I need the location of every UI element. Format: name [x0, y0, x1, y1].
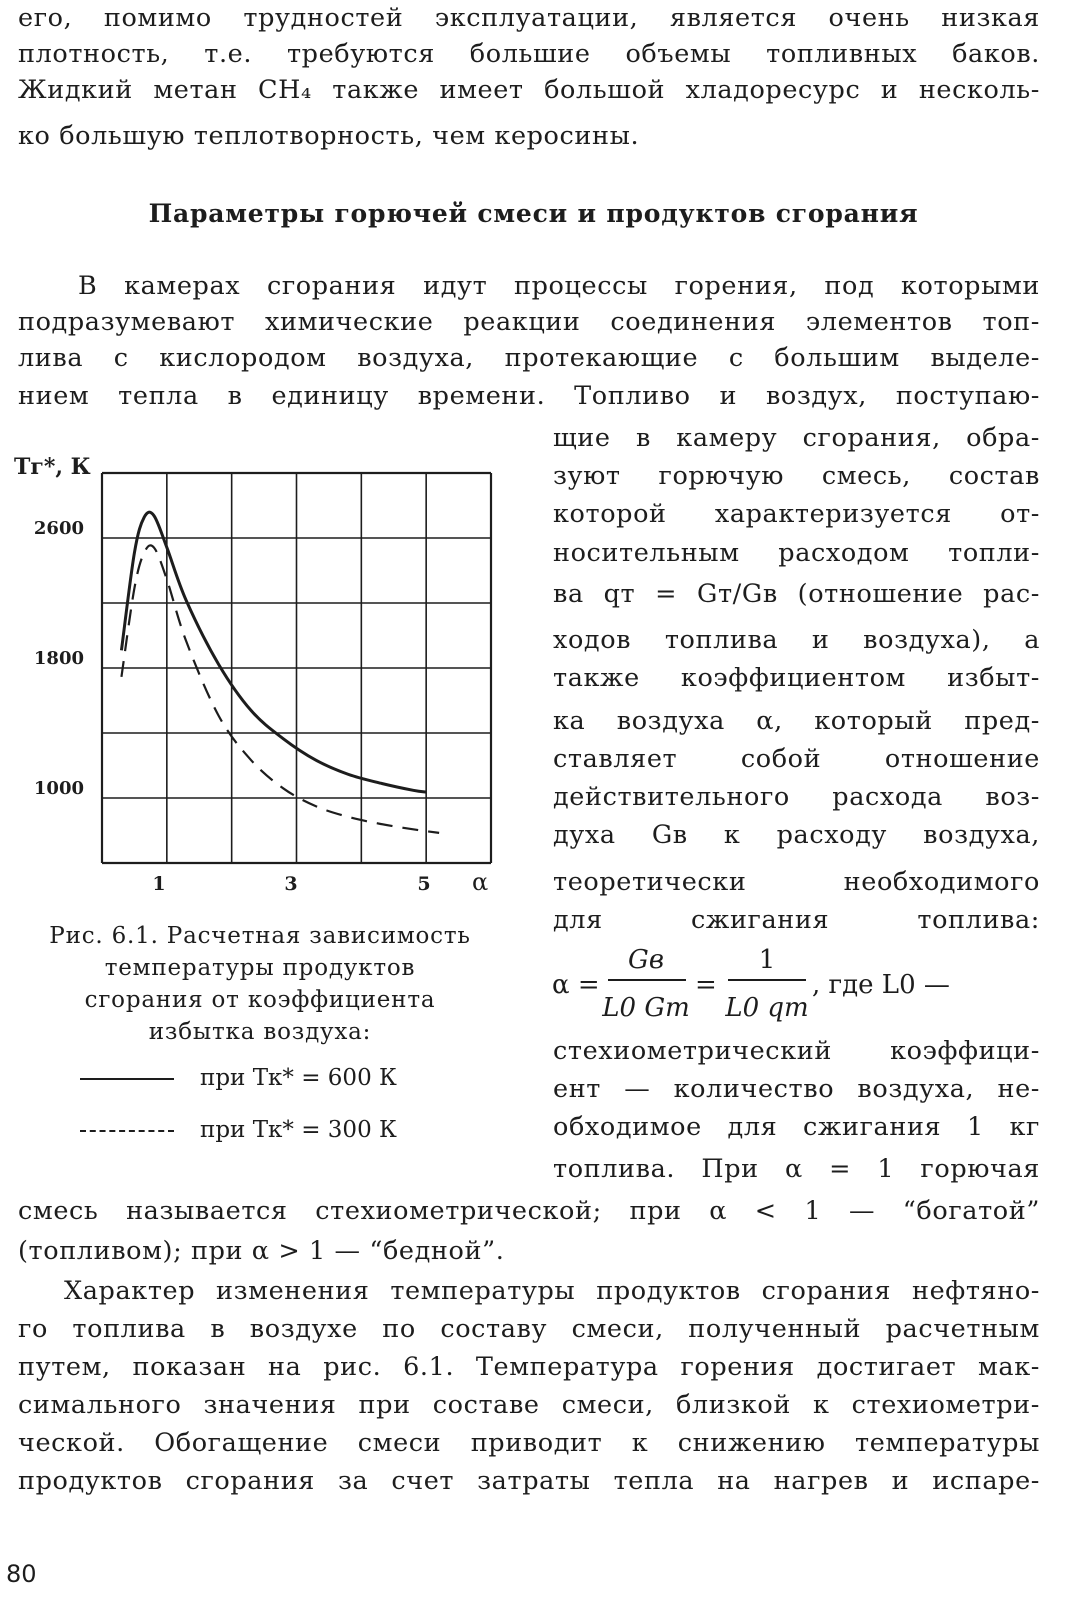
formula-tail: , где L0 —: [812, 970, 950, 1000]
right-line-13: для сжигания топлива:: [553, 905, 1040, 935]
right-line-5: ва qт = Gт/Gв (отношение рас-: [553, 579, 1040, 609]
right-line-2: зуют горючую смесь, состав: [553, 461, 1040, 491]
right-line-15: ент — количество воздуха, не-: [553, 1074, 1040, 1104]
right-line-10: действительного расхода воз-: [553, 782, 1040, 812]
legend-solid-text: при Tк* = 600 К: [200, 1065, 397, 1091]
right-line-14: стехиометрический коэффици-: [553, 1036, 1040, 1066]
chart-curves: [121, 512, 439, 833]
para2-line-5: ческой. Обогащение смеси приводит к снижению температуры: [18, 1428, 1040, 1458]
caption-line-4: избытка воздуха:: [148, 1019, 372, 1045]
xtick-3: 3: [284, 873, 298, 895]
para1-end-line-2: (топливом); при α > 1 — “бедной”.: [18, 1236, 505, 1266]
right-line-12: теоретически необходимого: [553, 867, 1040, 897]
right-line-7: также коэффициентом избыт-: [553, 663, 1040, 693]
para2-line-4: симального значения при составе смеси, близкой к стехиометри-: [18, 1390, 1040, 1420]
legend-dashed: [80, 1114, 397, 1146]
page-number: 80: [6, 1560, 37, 1588]
formula-frac2-num: 1: [758, 945, 776, 975]
right-line-8: ка воздуха α, который пред-: [553, 706, 1040, 736]
figure-6-1: [0, 438, 520, 908]
chart-xlabel: α: [472, 868, 489, 896]
intro-line-2: плотность, т.е. требуются большие объемы топливных баков.: [18, 39, 1040, 69]
para1-line-3: лива с кислородом воздуха, протекающие с большим выделе-: [18, 343, 1040, 373]
ytick-1800: 1800: [33, 648, 84, 669]
right-line-6: ходов топлива и воздуха), а: [553, 625, 1040, 655]
caption-line-2: температуры продуктов: [104, 955, 416, 981]
para2-line-6: продуктов сгорания за счет затраты тепла на нагрев и испаре-: [18, 1466, 1040, 1496]
chart-ylabel: Tг*, К: [14, 454, 91, 480]
intro-line-1: его, помимо трудностей эксплуатации, является очень низкая: [18, 3, 1040, 33]
xtick-1: 1: [152, 873, 166, 895]
legend-solid: [80, 1062, 397, 1094]
right-line-3: которой характеризуется от-: [553, 499, 1040, 529]
alpha-formula: [550, 938, 1040, 1034]
para1-line-2: подразумевают химические реакции соединения элементов топ-: [18, 307, 1040, 337]
right-line-1: щие в камеру сгорания, обра-: [553, 423, 1040, 453]
xtick-5: 5: [417, 873, 431, 895]
caption-line-1: Рис. 6.1. Расчетная зависимость: [49, 923, 471, 949]
para1-line-1: В камерах сгорания идут процессы горения, под которыми: [78, 271, 1040, 301]
para2-line-2: го топлива в воздухе по составу смеси, полученный расчетным: [18, 1314, 1040, 1344]
curve-300k: [121, 545, 439, 833]
para2-line-3: путем, показан на рис. 6.1. Температура горения достигает мак-: [18, 1352, 1040, 1382]
intro-line-4: ко большую теплотворность, чем керосины.: [18, 121, 640, 151]
temperature-chart: [0, 438, 520, 908]
right-line-11: духа Gв к расходу воздуха,: [553, 820, 1040, 850]
formula-frac1-num: Gв: [628, 945, 664, 975]
ytick-2600: 2600: [33, 518, 84, 539]
caption-line-3: сгорания от коэффициента: [84, 987, 436, 1013]
right-line-17: топлива. При α = 1 горючая: [553, 1154, 1040, 1184]
para1-line-4: нием тепла в единицу времени. Топливо и воздух, поступаю-: [18, 381, 1040, 411]
right-line-4: носительным расходом топли-: [553, 538, 1040, 568]
para2-line-1: Характер изменения температуры продуктов сгорания нефтяно-: [64, 1276, 1040, 1306]
formula-lhs: α =: [552, 970, 600, 1000]
formula-eq: =: [695, 970, 717, 1000]
section-heading: Параметры горючей смеси и продуктов сгорания: [148, 199, 919, 228]
legend-dashed-line: [80, 1130, 174, 1132]
para1-end-line-1: смесь называется стехиометрической; при α < 1 — “богатой”: [18, 1196, 1040, 1226]
formula-frac2-den: L0 qт: [725, 993, 809, 1023]
formula-frac1-den: L0 Gт: [602, 993, 690, 1023]
intro-line-3: Жидкий метан СН₄ также имеет большой хладоресурс и несколь-: [18, 75, 1040, 105]
ytick-1000: 1000: [33, 778, 84, 799]
legend-solid-line: [80, 1078, 174, 1080]
legend-dashed-text: при Tк* = 300 К: [200, 1117, 397, 1143]
right-line-16: обходимое для сжигания 1 кг: [553, 1112, 1040, 1142]
right-line-9: ставляет собой отношение: [553, 744, 1040, 774]
